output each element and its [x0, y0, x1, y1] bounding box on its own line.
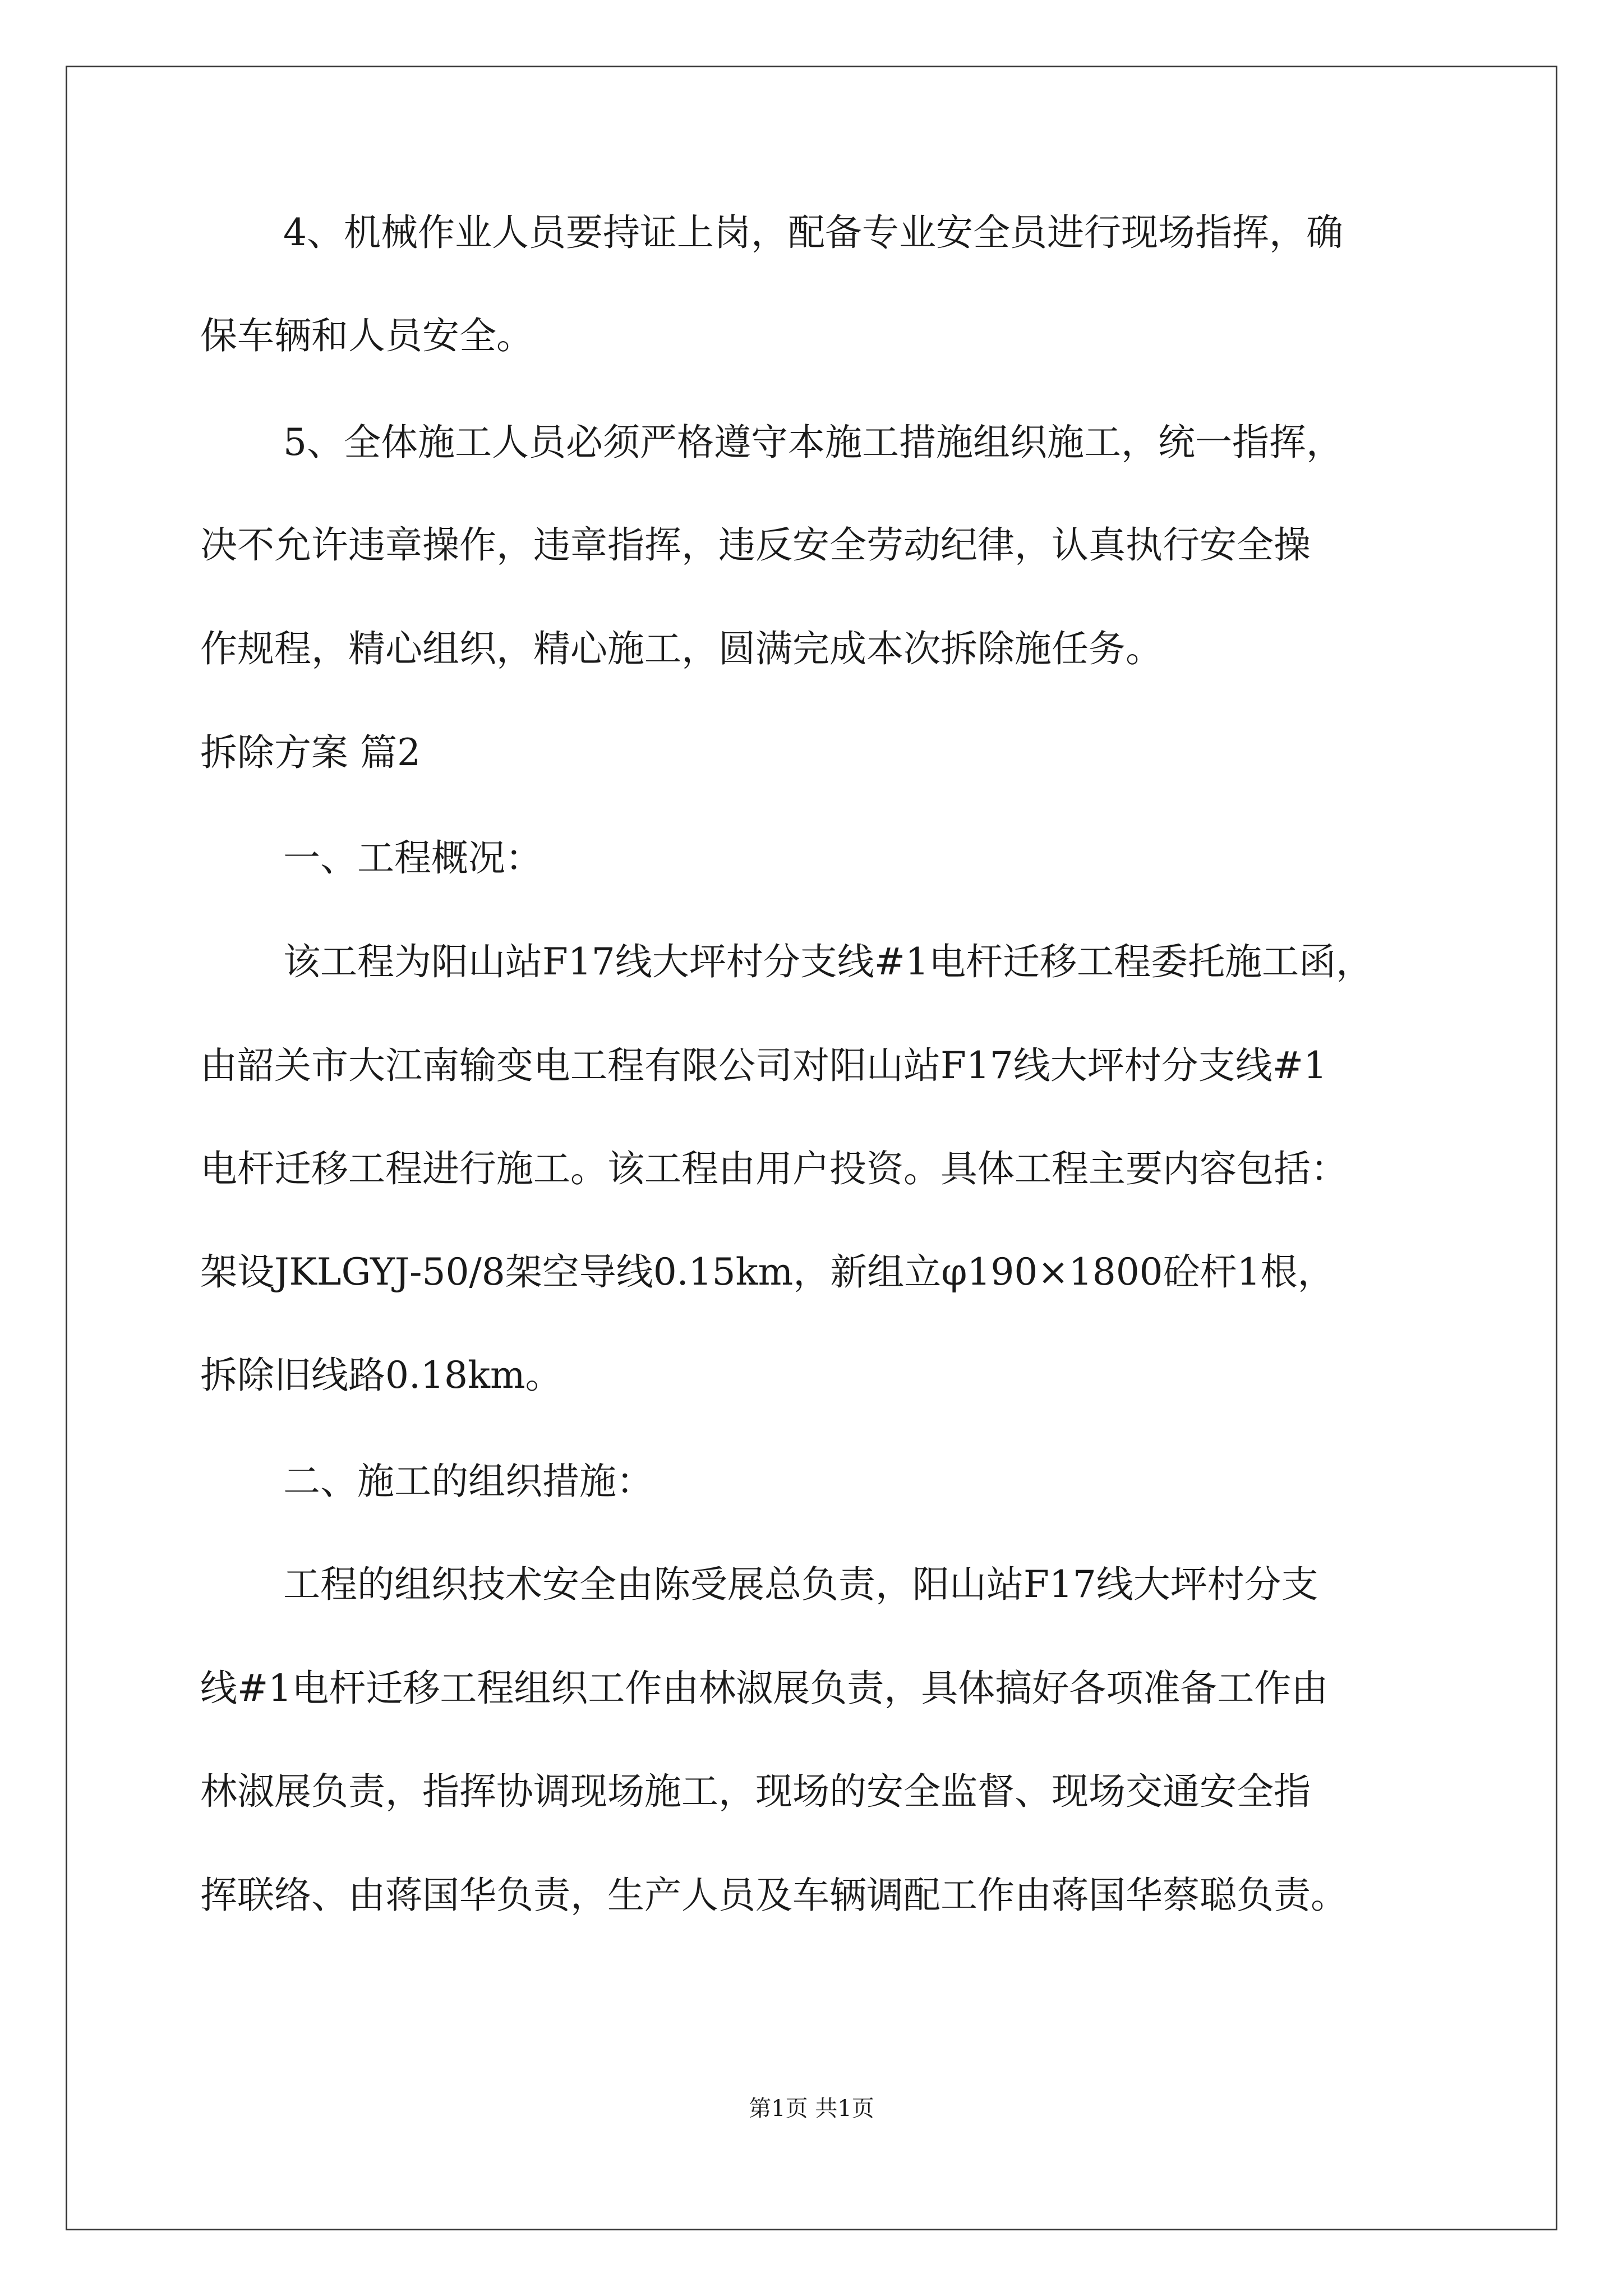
organization-line-1: 工程的组织技术安全由陈受展总负责，阳山站F17线大坪村分支	[283, 1563, 1318, 1606]
organization-line-4: 挥联络、由蒋国华负责，生产人员及车辆调配工作由蒋国华蔡聪负责。	[200, 1874, 1348, 1917]
overview-line-5: 拆除旧线路0.18km。	[200, 1354, 562, 1397]
paragraph-5-line-2: 决不允许违章操作，违章指挥，违反安全劳动纪律，认真执行安全操	[200, 523, 1311, 567]
paragraph-5-line-1: 5、全体施工人员必须严格遵守本施工措施组织施工，统一指挥，	[283, 421, 1343, 464]
section-heading: 拆除方案 篇2	[200, 731, 421, 774]
overview-line-4: 架设JKLGYJ-50/8架空导线0.15km，新组立φ190×1800砼杆1根，	[200, 1250, 1335, 1294]
overview-line-2: 由韶关市大江南输变电工程有限公司对阳山站F17线大坪村分支线#1	[200, 1044, 1327, 1087]
organization-line-2: 线#1电杆迁移工程组织工作由林淑展负责，具体搞好各项准备工作由	[200, 1667, 1329, 1710]
subheading-overview: 一、工程概况：	[283, 836, 542, 880]
overview-line-1: 该工程为阳山站F17线大坪村分支线#1电杆迁移工程委托施工函，	[283, 940, 1373, 983]
subheading-organization: 二、施工的组织措施：	[283, 1460, 653, 1503]
page-footer: 第1页 共1页	[749, 2096, 874, 2122]
paragraph-4-line-2: 保车辆和人员安全。	[200, 314, 533, 357]
paragraph-4-line-1: 4、机械作业人员要持证上岗，配备专业安全员进行现场指挥，确	[283, 211, 1343, 254]
overview-line-3: 电杆迁移工程进行施工。该工程由用户投资。具体工程主要内容包括：	[200, 1147, 1348, 1190]
organization-line-3: 林淑展负责，指挥协调现场施工，现场的安全监督、现场交通安全指	[200, 1770, 1311, 1813]
paragraph-5-line-3: 作规程，精心组织，精心施工，圆满完成本次拆除施任务。	[200, 627, 1163, 670]
